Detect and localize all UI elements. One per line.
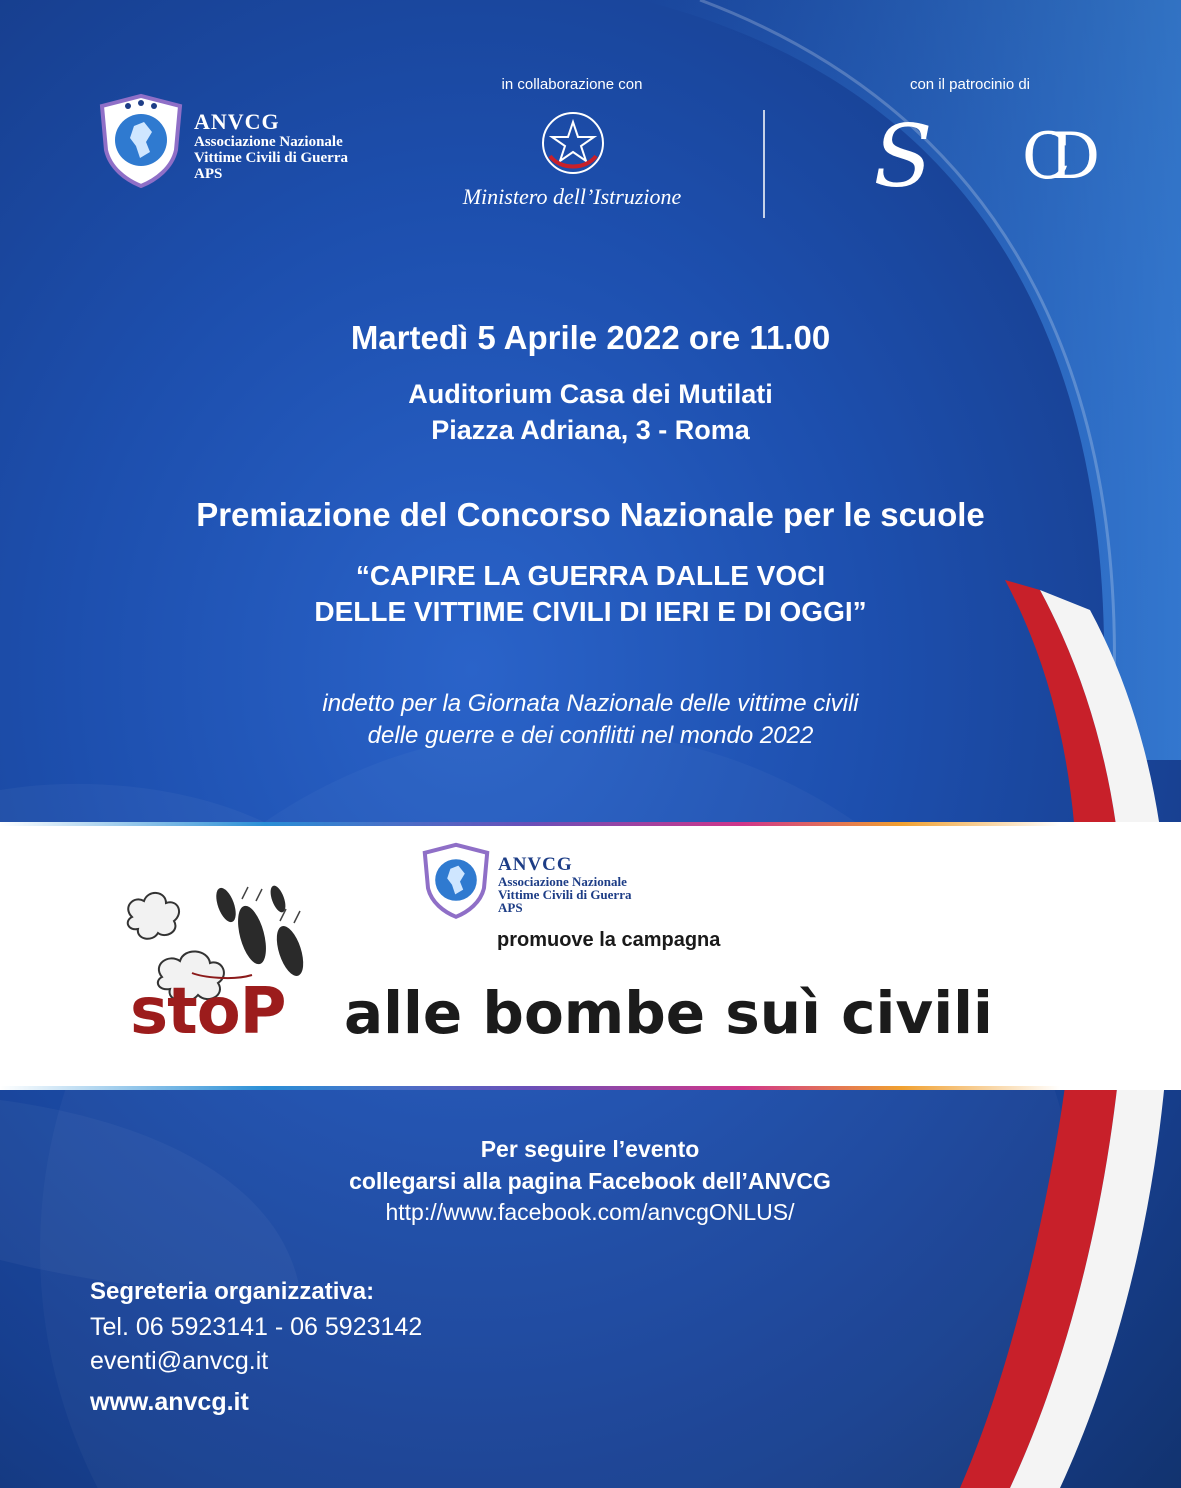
anvcg-name-block [194, 110, 348, 182]
facebook-link[interactable]: http://www.facebook.com/anvcgONLUS/ [385, 1199, 795, 1225]
band-anvcg-line3: APS [498, 900, 523, 915]
secretariat-email[interactable]: eventi@anvcg.it [90, 1347, 269, 1375]
award-title: Premiazione del Concorso Nazionale per le scuole [196, 496, 985, 533]
venue-line2: Piazza Adriana, 3 - Roma [431, 415, 750, 445]
slogan-stop: stoP [130, 975, 286, 1049]
venue-line1: Auditorium Casa dei Mutilati [408, 379, 773, 409]
ministry-name: Ministero dell’Istruzione [462, 184, 682, 209]
senate-logo: S [873, 107, 933, 207]
event-date: Martedì 5 Aprile 2022 ore 11.00 [350, 319, 831, 356]
follow-line1: Per seguire l’evento [480, 1136, 700, 1162]
anvcg-name-line3: APS [194, 166, 223, 182]
website-link[interactable]: www.anvcg.it [90, 1388, 249, 1416]
subtitle-line2: delle guerre e dei conflitti nel mondo 2022 [367, 722, 814, 749]
secretariat-title: Segreteria organizzativa: [90, 1278, 375, 1305]
band-anvcg-line2: Vittime Civili di Guerra [498, 887, 632, 902]
follow-line2: collegarsi alla pagina Facebook dell’ANVCG [349, 1168, 831, 1194]
anvcg-shield-logo [96, 92, 186, 188]
band-anvcg-shield-logo [420, 841, 492, 919]
secretariat-phone: Tel. 06 5923141 - 06 5923142 [90, 1313, 423, 1341]
promotes-label: promuove la campagna [497, 929, 721, 951]
campaign-band [0, 822, 1181, 1090]
header-divider [763, 110, 765, 218]
republic-emblem-icon [540, 110, 606, 176]
subtitle-line1: indetto per la Giornata Nazionale delle vittime civili [322, 690, 859, 717]
patronage-label: con il patrocinio di [909, 76, 1031, 93]
contest-quote-line1: “CAPIRE LA GUERRA DALLE VOCI [355, 560, 826, 591]
anvcg-name-line2: Vittime Civili di Guerra [194, 150, 348, 166]
band-anvcg-name-block [498, 855, 631, 914]
band-anvcg-acronym: ANVCG [498, 854, 573, 875]
anvcg-acronym: ANVCG [194, 109, 280, 134]
contest-quote-line2: DELLE VITTIME CIVILI DI IERI E DI OGGI” [314, 596, 867, 627]
band-anvcg-line1: Associazione Nazionale [498, 874, 627, 889]
anvcg-name-line1: Associazione Nazionale [194, 134, 343, 150]
collab-label: in collaborazione con [501, 76, 643, 93]
band-top-border [0, 822, 1060, 826]
chamber-logo: CD [1021, 120, 1079, 194]
band-bottom-border [0, 1086, 1060, 1090]
slogan-rest: alle bombe suì civili [344, 979, 993, 1047]
